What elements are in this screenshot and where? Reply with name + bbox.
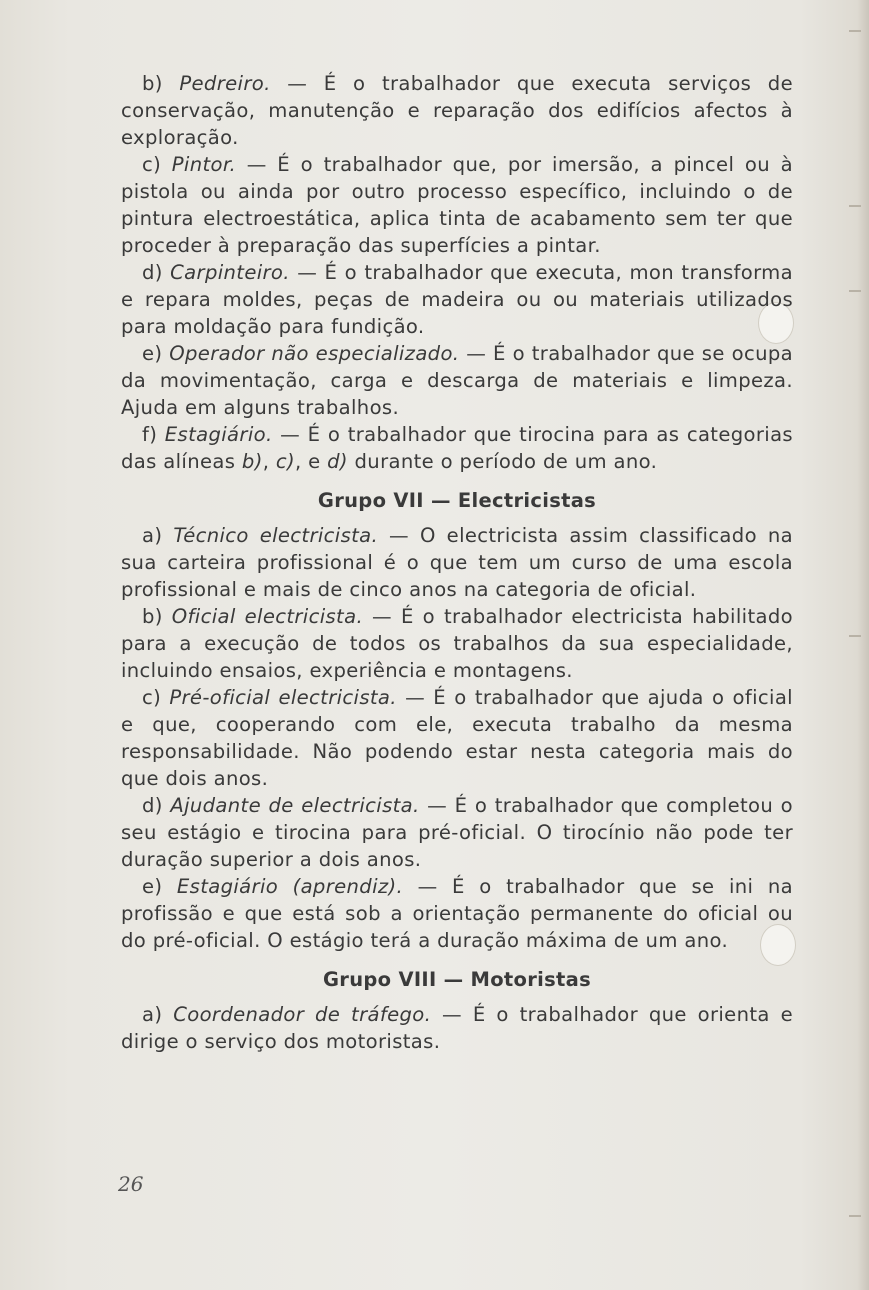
page-number: 26 bbox=[118, 1172, 144, 1196]
paragraph-pre-oficial-electricista: c) Pré-oficial electricista. — É o trabalhador que ajuda o oficial e que, cooperando com ele, executa trabalho da mesma responsabilidade. Não podendo estar nesta categoria mais do que dois anos. bbox=[121, 686, 793, 790]
paragraph-pintor: c) Pintor. — É o trabalhador que, por imersão, a pincel ou à pistola ou ainda por outro processo específico, incluindo o de pintura electroestática, aplica tinta de acabamento sem ter que proceder à preparação das superfícies a pintar. bbox=[121, 153, 793, 257]
paragraph-estagiario-aprendiz: e) Estagiário (aprendiz). — É o trabalhador que se ini na profissão e que está sob a orientação permanente do oficial ou do pré-oficial. O estágio terá a duração máxima de um ano. bbox=[121, 875, 793, 952]
page-edge-shadow bbox=[857, 0, 869, 1290]
margin-mark bbox=[849, 635, 861, 637]
paragraph-oficial-electricista: b) Oficial electricista. — É o trabalhador electricista habilitado para a execução de todos os trabalhos da sua especialidade, incluindo ensaios, experiência e montagens. bbox=[121, 605, 793, 682]
section-heading-group-8: Grupo VIII — Motoristas bbox=[323, 968, 591, 991]
margin-mark bbox=[849, 30, 861, 32]
paragraph-coordenador-trafego: a) Coordenador de tráfego. — É o trabalhador que orienta e dirige o serviço dos motoristas. bbox=[121, 1003, 793, 1053]
margin-mark bbox=[849, 205, 861, 207]
paragraph-estagiario: f) Estagiário. — É o trabalhador que tirocina para as categorias das alíneas b), c), e d) durante o período de um ano. bbox=[121, 423, 793, 473]
document-body bbox=[121, 70, 793, 1055]
margin-mark bbox=[849, 290, 861, 292]
margin-mark bbox=[849, 1215, 861, 1217]
section-heading-group-7: Grupo VII — Electricistas bbox=[317, 489, 597, 512]
paragraph-operador: e) Operador não especializado. — É o trabalhador que se ocupa da movimentação, carga e descarga de materiais e limpeza. Ajuda em alguns trabalhos. bbox=[121, 342, 793, 419]
paragraph-ajudante-electricista: d) Ajudante de electricista. — É o trabalhador que completou o seu estágio e tirocina para pré-oficial. O tirocínio não pode ter duração superior a dois anos. bbox=[121, 794, 793, 871]
paragraph-carpinteiro: d) Carpinteiro. — É o trabalhador que executa, mon transforma e repara moldes, peças de madeira ou ou materiais utilizados para moldação para fundição. bbox=[121, 261, 793, 338]
paragraph-tecnico-electricista: a) Técnico electricista. — O electricista assim classificado na sua carteira profissional é o que tem um curso de uma escola profissional e mais de cinco anos na categoria de oficial. bbox=[121, 524, 793, 601]
paragraph-pedreiro: b) Pedreiro. — É o trabalhador que executa serviços de conservação, manutenção e reparação dos edifícios afectos à exploração. bbox=[121, 72, 793, 149]
